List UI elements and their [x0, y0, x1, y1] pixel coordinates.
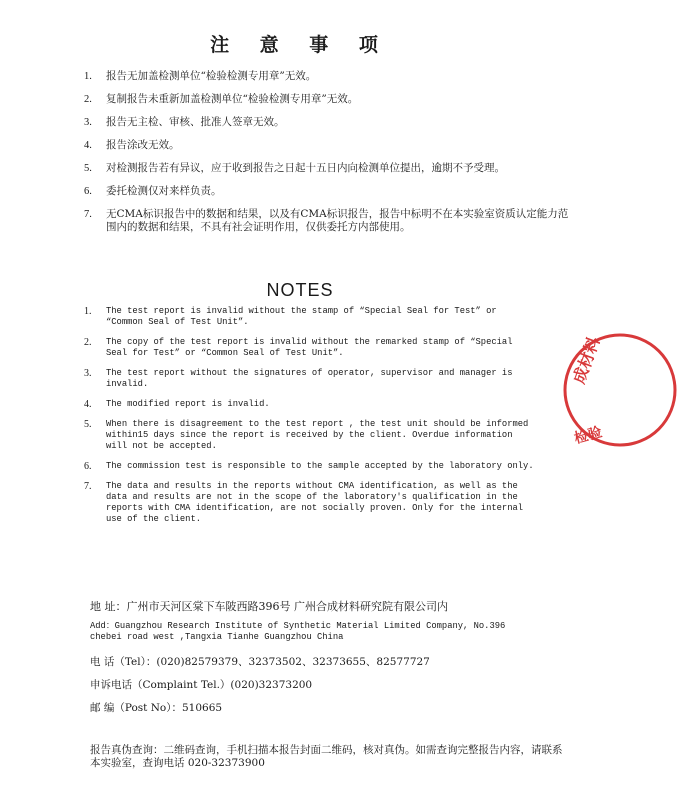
address-cn: 地 址：广州市天河区棠下车陂西路396号 广州合成材料研究院有限公司内 — [90, 600, 448, 613]
item-text: The modified report is invalid. — [106, 399, 270, 409]
item-text: The test report without the signatures of operator, supervisor and manager is invalid. — [106, 368, 513, 389]
item-text: 报告无主检、审核、批准人签章无效。 — [106, 116, 285, 128]
stamp-text-bottom: 检验 — [572, 424, 604, 448]
telephone: 电 话（Tel）：(020)82579379、32373502、32373655、82577727 — [90, 656, 430, 668]
notice-item-cn — [84, 70, 574, 83]
item-number: 4. — [84, 140, 92, 151]
item-number: 5. — [84, 419, 92, 430]
address-en: Add：Guangzhou Research Institute of Synthetic Material Limited Company, No.396 chebei road west ,Tangxia Tianhe Guangzhou China — [90, 621, 506, 642]
item-number: 5. — [84, 163, 92, 174]
item-text: The commission test is responsible to the sample accepted by the laboratory only. — [106, 461, 534, 471]
item-text: 无CMA标识报告中的数据和结果，以及有CMA标识报告，报告中标明不在本实验室资质认定能力范围内的数据和结果，不具有社会证明作用，仅供委托方内部使用。 — [106, 208, 569, 233]
notice-item-cn — [84, 139, 574, 152]
item-number: 1. — [84, 306, 92, 317]
notice-item-cn — [84, 185, 574, 198]
notice-item-cn — [84, 208, 574, 234]
notice-item-cn — [84, 116, 574, 129]
item-text: 对检测报告若有异议，应于收到报告之日起十五日内向检测单位提出，逾期不予受理。 — [106, 162, 505, 174]
item-text: The copy of the test report is invalid without the remarked stamp of “Special Seal for Test” or “Common Seal of Test Unit”. — [106, 337, 513, 358]
notice-title-cn: 注 意 事 项 — [210, 34, 390, 56]
notes-list-en — [84, 306, 564, 534]
item-text: The test report is invalid without the stamp of “Special Seal for Test” or “Common Seal of Test Unit”. — [106, 306, 497, 327]
item-number: 1. — [84, 71, 92, 82]
item-text: 报告无加盖检测单位“检验检测专用章”无效。 — [106, 70, 317, 82]
notes-title-en: NOTES — [266, 280, 334, 300]
note-item-en — [84, 481, 564, 525]
item-number: 3. — [84, 117, 92, 128]
notice-item-cn — [84, 93, 574, 106]
item-number: 2. — [84, 94, 92, 105]
complaint-telephone: 申诉电话（Complaint Tel.）(020)32373200 — [90, 679, 313, 691]
note-item-en — [84, 461, 564, 472]
notice-item-cn — [84, 162, 574, 175]
item-text: 委托检测仅对来样负责。 — [106, 185, 222, 197]
stamp-text-top: 成材料 — [569, 334, 604, 387]
note-item-en — [84, 306, 564, 328]
item-number: 7. — [84, 481, 92, 492]
item-text: When there is disagreement to the test report , the test unit should be informed within15 days since the report is received by the client. Overdue information will not be accepted. — [106, 419, 529, 451]
item-number: 7. — [84, 209, 92, 220]
note-item-en — [84, 399, 564, 410]
item-number: 6. — [84, 186, 92, 197]
red-seal-stamp — [560, 330, 680, 450]
item-number: 2. — [84, 337, 92, 348]
note-item-en — [84, 419, 564, 452]
item-text: 报告涂改无效。 — [106, 139, 180, 151]
item-number: 6. — [84, 461, 92, 472]
postcode: 邮 编（Post No）：510665 — [90, 702, 223, 714]
note-item-en — [84, 337, 564, 359]
item-number: 3. — [84, 368, 92, 379]
item-number: 4. — [84, 399, 92, 410]
item-text: 复制报告未重新加盖检测单位“检验检测专用章”无效。 — [106, 93, 359, 105]
notice-list-cn — [84, 70, 574, 244]
verification-note: 报告真伪查询：二维码查询，手机扫描本报告封面二维码，核对真伪。如需查询完整报告内容，请联系本实验室，查询电话 020-32373900 — [90, 744, 563, 769]
note-item-en — [84, 368, 564, 390]
item-text: The data and results in the reports without CMA identification, as well as the data and results are not in the scope of the laboratory's qualification in the reports with CMA identification, are not socially proven. Only for the internal use of the client. — [106, 481, 524, 524]
